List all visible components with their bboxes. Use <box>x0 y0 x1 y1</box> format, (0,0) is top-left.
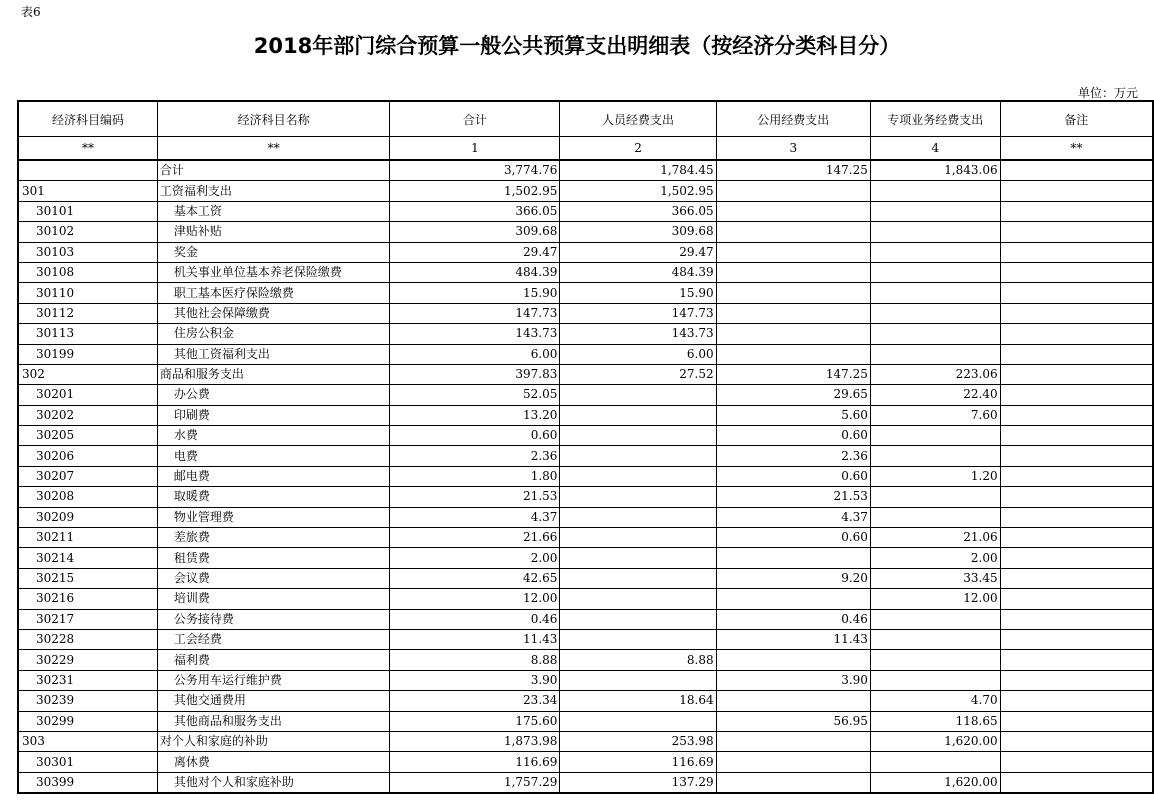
code-cell: 30215 <box>18 568 157 588</box>
table-row <box>18 344 1153 364</box>
table-row <box>18 568 1153 588</box>
expenditure-table <box>17 100 1154 794</box>
special-cell <box>870 222 1000 242</box>
public-cell <box>716 283 870 303</box>
total-cell: 1.80 <box>390 466 560 486</box>
total-cell: 175.60 <box>390 711 560 731</box>
total-cell: 484.39 <box>390 262 560 282</box>
public-cell <box>716 691 870 711</box>
total-cell: 21.66 <box>390 528 560 548</box>
special-cell <box>870 752 1000 772</box>
special-cell: 21.06 <box>870 528 1000 548</box>
code-cell: 30208 <box>18 487 157 507</box>
note-cell <box>1000 385 1153 405</box>
special-cell <box>870 426 1000 446</box>
name-cell: 会议费 <box>157 568 390 588</box>
total-cell: 366.05 <box>390 201 560 221</box>
total-cell: 2.36 <box>390 446 560 466</box>
name-cell: 合计 <box>157 160 390 181</box>
special-cell: 33.45 <box>870 568 1000 588</box>
table-row <box>18 426 1153 446</box>
total-cell: 143.73 <box>390 324 560 344</box>
total-cell: 15.90 <box>390 283 560 303</box>
table-row <box>18 487 1153 507</box>
note-cell <box>1000 507 1153 527</box>
total-cell: 42.65 <box>390 568 560 588</box>
personnel-cell: 29.47 <box>560 242 716 262</box>
code-cell: 30299 <box>18 711 157 731</box>
note-cell <box>1000 650 1153 670</box>
special-cell: 2.00 <box>870 548 1000 568</box>
total-cell: 0.60 <box>390 426 560 446</box>
table-row <box>18 364 1153 384</box>
special-cell: 22.40 <box>870 385 1000 405</box>
header-code: 经济科目编码 <box>18 101 157 137</box>
note-cell <box>1000 242 1153 262</box>
special-cell <box>870 324 1000 344</box>
name-cell: 工会经费 <box>157 629 390 649</box>
special-cell <box>870 242 1000 262</box>
table-row <box>18 385 1153 405</box>
total-cell: 1,757.29 <box>390 772 560 793</box>
personnel-cell <box>560 405 716 425</box>
table-row <box>18 201 1153 221</box>
name-cell: 工资福利支出 <box>157 181 390 201</box>
code-cell: 30301 <box>18 752 157 772</box>
table-row <box>18 752 1153 772</box>
name-cell: 租赁费 <box>157 548 390 568</box>
special-cell <box>870 181 1000 201</box>
special-cell: 223.06 <box>870 364 1000 384</box>
public-cell: 147.25 <box>716 364 870 384</box>
name-cell: 培训费 <box>157 589 390 609</box>
note-cell <box>1000 446 1153 466</box>
public-cell: 0.60 <box>716 466 870 486</box>
public-cell: 147.25 <box>716 160 870 181</box>
personnel-cell <box>560 548 716 568</box>
name-cell: 职工基本医疗保险缴费 <box>157 283 390 303</box>
table-row <box>18 283 1153 303</box>
header-row <box>18 101 1153 137</box>
personnel-cell: 1,502.95 <box>560 181 716 201</box>
code-cell: 30113 <box>18 324 157 344</box>
personnel-cell: 1,784.45 <box>560 160 716 181</box>
code-cell: 302 <box>18 364 157 384</box>
total-cell: 11.43 <box>390 629 560 649</box>
public-cell <box>716 650 870 670</box>
personnel-cell: 309.68 <box>560 222 716 242</box>
name-cell: 邮电费 <box>157 466 390 486</box>
table-row <box>18 181 1153 201</box>
personnel-cell <box>560 426 716 446</box>
note-cell <box>1000 629 1153 649</box>
personnel-cell <box>560 670 716 690</box>
public-cell <box>716 324 870 344</box>
total-cell: 3,774.76 <box>390 160 560 181</box>
name-cell: 公务用车运行维护费 <box>157 670 390 690</box>
table-row <box>18 670 1153 690</box>
note-cell <box>1000 548 1153 568</box>
index-row <box>18 137 1153 161</box>
name-cell: 取暖费 <box>157 487 390 507</box>
table-row <box>18 303 1153 323</box>
public-cell: 2.36 <box>716 446 870 466</box>
public-cell: 0.60 <box>716 426 870 446</box>
special-cell: 1,620.00 <box>870 772 1000 793</box>
public-cell: 9.20 <box>716 568 870 588</box>
note-cell <box>1000 528 1153 548</box>
public-cell <box>716 242 870 262</box>
name-cell: 水费 <box>157 426 390 446</box>
note-cell <box>1000 589 1153 609</box>
public-cell: 56.95 <box>716 711 870 731</box>
public-cell: 0.46 <box>716 609 870 629</box>
table-row <box>18 160 1153 181</box>
name-cell: 其他商品和服务支出 <box>157 711 390 731</box>
code-cell: 303 <box>18 731 157 751</box>
page-title: 2018年部门综合预算一般公共预算支出明细表（按经济分类科目分） <box>253 34 901 58</box>
total-cell: 397.83 <box>390 364 560 384</box>
total-cell: 309.68 <box>390 222 560 242</box>
code-cell: 30217 <box>18 609 157 629</box>
header-special: 专项业务经费支出 <box>870 101 1000 137</box>
code-cell: 30108 <box>18 262 157 282</box>
code-cell: 30207 <box>18 466 157 486</box>
special-cell <box>870 262 1000 282</box>
total-cell: 13.20 <box>390 405 560 425</box>
header-note: 备注 <box>1000 101 1153 137</box>
code-cell: 30110 <box>18 283 157 303</box>
table-row <box>18 446 1153 466</box>
public-cell: 21.53 <box>716 487 870 507</box>
personnel-cell <box>560 568 716 588</box>
index-cell: ** <box>18 137 157 161</box>
code-cell: 30209 <box>18 507 157 527</box>
personnel-cell: 484.39 <box>560 262 716 282</box>
code-cell: 30102 <box>18 222 157 242</box>
note-cell <box>1000 160 1153 181</box>
total-cell: 8.88 <box>390 650 560 670</box>
public-cell <box>716 589 870 609</box>
name-cell: 机关事业单位基本养老保险缴费 <box>157 262 390 282</box>
code-cell: 30112 <box>18 303 157 323</box>
public-cell <box>716 222 870 242</box>
name-cell: 离休费 <box>157 752 390 772</box>
code-cell: 30228 <box>18 629 157 649</box>
code-cell: 30216 <box>18 589 157 609</box>
note-cell <box>1000 466 1153 486</box>
personnel-cell <box>560 589 716 609</box>
personnel-cell: 18.64 <box>560 691 716 711</box>
note-cell <box>1000 711 1153 731</box>
note-cell <box>1000 222 1153 242</box>
personnel-cell: 143.73 <box>560 324 716 344</box>
personnel-cell: 366.05 <box>560 201 716 221</box>
name-cell: 基本工资 <box>157 201 390 221</box>
public-cell: 3.90 <box>716 670 870 690</box>
total-cell: 29.47 <box>390 242 560 262</box>
code-cell: 30205 <box>18 426 157 446</box>
note-cell <box>1000 487 1153 507</box>
table-row <box>18 528 1153 548</box>
personnel-cell: 27.52 <box>560 364 716 384</box>
table-row <box>18 650 1153 670</box>
code-cell: 30101 <box>18 201 157 221</box>
index-cell: ** <box>1000 137 1153 161</box>
personnel-cell: 15.90 <box>560 283 716 303</box>
name-cell: 电费 <box>157 446 390 466</box>
public-cell: 0.60 <box>716 528 870 548</box>
code-cell: 30206 <box>18 446 157 466</box>
special-cell <box>870 283 1000 303</box>
note-cell <box>1000 201 1153 221</box>
name-cell: 公务接待费 <box>157 609 390 629</box>
total-cell: 21.53 <box>390 487 560 507</box>
personnel-cell <box>560 446 716 466</box>
personnel-cell: 137.29 <box>560 772 716 793</box>
total-cell: 6.00 <box>390 344 560 364</box>
table-row <box>18 324 1153 344</box>
total-cell: 1,502.95 <box>390 181 560 201</box>
code-cell: 30211 <box>18 528 157 548</box>
code-cell: 30202 <box>18 405 157 425</box>
table-row <box>18 691 1153 711</box>
table-row <box>18 405 1153 425</box>
code-cell: 30201 <box>18 385 157 405</box>
public-cell <box>716 303 870 323</box>
total-cell: 147.73 <box>390 303 560 323</box>
public-cell <box>716 731 870 751</box>
total-cell: 4.37 <box>390 507 560 527</box>
header-personnel: 人员经费支出 <box>560 101 716 137</box>
personnel-cell <box>560 487 716 507</box>
personnel-cell <box>560 609 716 629</box>
note-cell <box>1000 609 1153 629</box>
personnel-cell: 8.88 <box>560 650 716 670</box>
name-cell: 商品和服务支出 <box>157 364 390 384</box>
table-row <box>18 548 1153 568</box>
name-cell: 津贴补贴 <box>157 222 390 242</box>
personnel-cell <box>560 507 716 527</box>
code-cell: 30239 <box>18 691 157 711</box>
personnel-cell <box>560 711 716 731</box>
code-cell <box>18 160 157 181</box>
name-cell: 住房公积金 <box>157 324 390 344</box>
index-cell: ** <box>157 137 390 161</box>
table-row <box>18 731 1153 751</box>
special-cell <box>870 303 1000 323</box>
table-row <box>18 222 1153 242</box>
total-cell: 116.69 <box>390 752 560 772</box>
public-cell <box>716 201 870 221</box>
total-cell: 12.00 <box>390 589 560 609</box>
note-cell <box>1000 283 1153 303</box>
total-cell: 52.05 <box>390 385 560 405</box>
note-cell <box>1000 344 1153 364</box>
table-row <box>18 609 1153 629</box>
note-cell <box>1000 181 1153 201</box>
total-cell: 23.34 <box>390 691 560 711</box>
special-cell <box>870 609 1000 629</box>
public-cell <box>716 181 870 201</box>
note-cell <box>1000 691 1153 711</box>
note-cell <box>1000 303 1153 323</box>
special-cell <box>870 201 1000 221</box>
special-cell <box>870 344 1000 364</box>
table-row <box>18 507 1153 527</box>
total-cell: 1,873.98 <box>390 731 560 751</box>
special-cell: 4.70 <box>870 691 1000 711</box>
public-cell <box>716 548 870 568</box>
code-cell: 30103 <box>18 242 157 262</box>
personnel-cell <box>560 528 716 548</box>
name-cell: 奖金 <box>157 242 390 262</box>
code-cell: 30214 <box>18 548 157 568</box>
special-cell: 12.00 <box>870 589 1000 609</box>
name-cell: 对个人和家庭的补助 <box>157 731 390 751</box>
special-cell <box>870 629 1000 649</box>
total-cell: 0.46 <box>390 609 560 629</box>
table-row <box>18 711 1153 731</box>
personnel-cell: 6.00 <box>560 344 716 364</box>
public-cell: 29.65 <box>716 385 870 405</box>
name-cell: 物业管理费 <box>157 507 390 527</box>
header-public: 公用经费支出 <box>716 101 870 137</box>
special-cell <box>870 487 1000 507</box>
note-cell <box>1000 405 1153 425</box>
code-cell: 30199 <box>18 344 157 364</box>
code-cell: 30231 <box>18 670 157 690</box>
code-cell: 30399 <box>18 772 157 793</box>
name-cell: 其他对个人和家庭补助 <box>157 772 390 793</box>
index-cell: 3 <box>716 137 870 161</box>
note-cell <box>1000 752 1153 772</box>
personnel-cell <box>560 629 716 649</box>
name-cell: 福利费 <box>157 650 390 670</box>
table-row <box>18 629 1153 649</box>
note-cell <box>1000 670 1153 690</box>
index-cell: 4 <box>870 137 1000 161</box>
table-body <box>18 160 1153 793</box>
code-cell: 30229 <box>18 650 157 670</box>
special-cell <box>870 650 1000 670</box>
special-cell <box>870 446 1000 466</box>
name-cell: 办公费 <box>157 385 390 405</box>
note-cell <box>1000 262 1153 282</box>
name-cell: 其他工资福利支出 <box>157 344 390 364</box>
table-number: 表6 <box>21 5 41 19</box>
code-cell: 301 <box>18 181 157 201</box>
personnel-cell: 116.69 <box>560 752 716 772</box>
note-cell <box>1000 324 1153 344</box>
table-row <box>18 466 1153 486</box>
note-cell <box>1000 364 1153 384</box>
unit-label: 单位：万元 <box>1077 86 1138 100</box>
personnel-cell: 147.73 <box>560 303 716 323</box>
name-cell: 其他社会保障缴费 <box>157 303 390 323</box>
table-row <box>18 242 1153 262</box>
public-cell: 5.60 <box>716 405 870 425</box>
name-cell: 其他交通费用 <box>157 691 390 711</box>
index-cell: 1 <box>390 137 560 161</box>
name-cell: 差旅费 <box>157 528 390 548</box>
special-cell: 1,843.06 <box>870 160 1000 181</box>
public-cell <box>716 772 870 793</box>
public-cell: 4.37 <box>716 507 870 527</box>
special-cell <box>870 670 1000 690</box>
special-cell: 118.65 <box>870 711 1000 731</box>
special-cell <box>870 507 1000 527</box>
table-row <box>18 262 1153 282</box>
total-cell: 3.90 <box>390 670 560 690</box>
note-cell <box>1000 426 1153 446</box>
note-cell <box>1000 568 1153 588</box>
public-cell: 11.43 <box>716 629 870 649</box>
personnel-cell <box>560 466 716 486</box>
header-name: 经济科目名称 <box>157 101 390 137</box>
total-cell: 2.00 <box>390 548 560 568</box>
table-row <box>18 589 1153 609</box>
note-cell <box>1000 731 1153 751</box>
public-cell <box>716 262 870 282</box>
personnel-cell: 253.98 <box>560 731 716 751</box>
index-cell: 2 <box>560 137 716 161</box>
table-row <box>18 772 1153 793</box>
public-cell <box>716 752 870 772</box>
header-total: 合计 <box>390 101 560 137</box>
special-cell: 1,620.00 <box>870 731 1000 751</box>
note-cell <box>1000 772 1153 793</box>
special-cell: 7.60 <box>870 405 1000 425</box>
special-cell: 1.20 <box>870 466 1000 486</box>
public-cell <box>716 344 870 364</box>
name-cell: 印刷费 <box>157 405 390 425</box>
personnel-cell <box>560 385 716 405</box>
